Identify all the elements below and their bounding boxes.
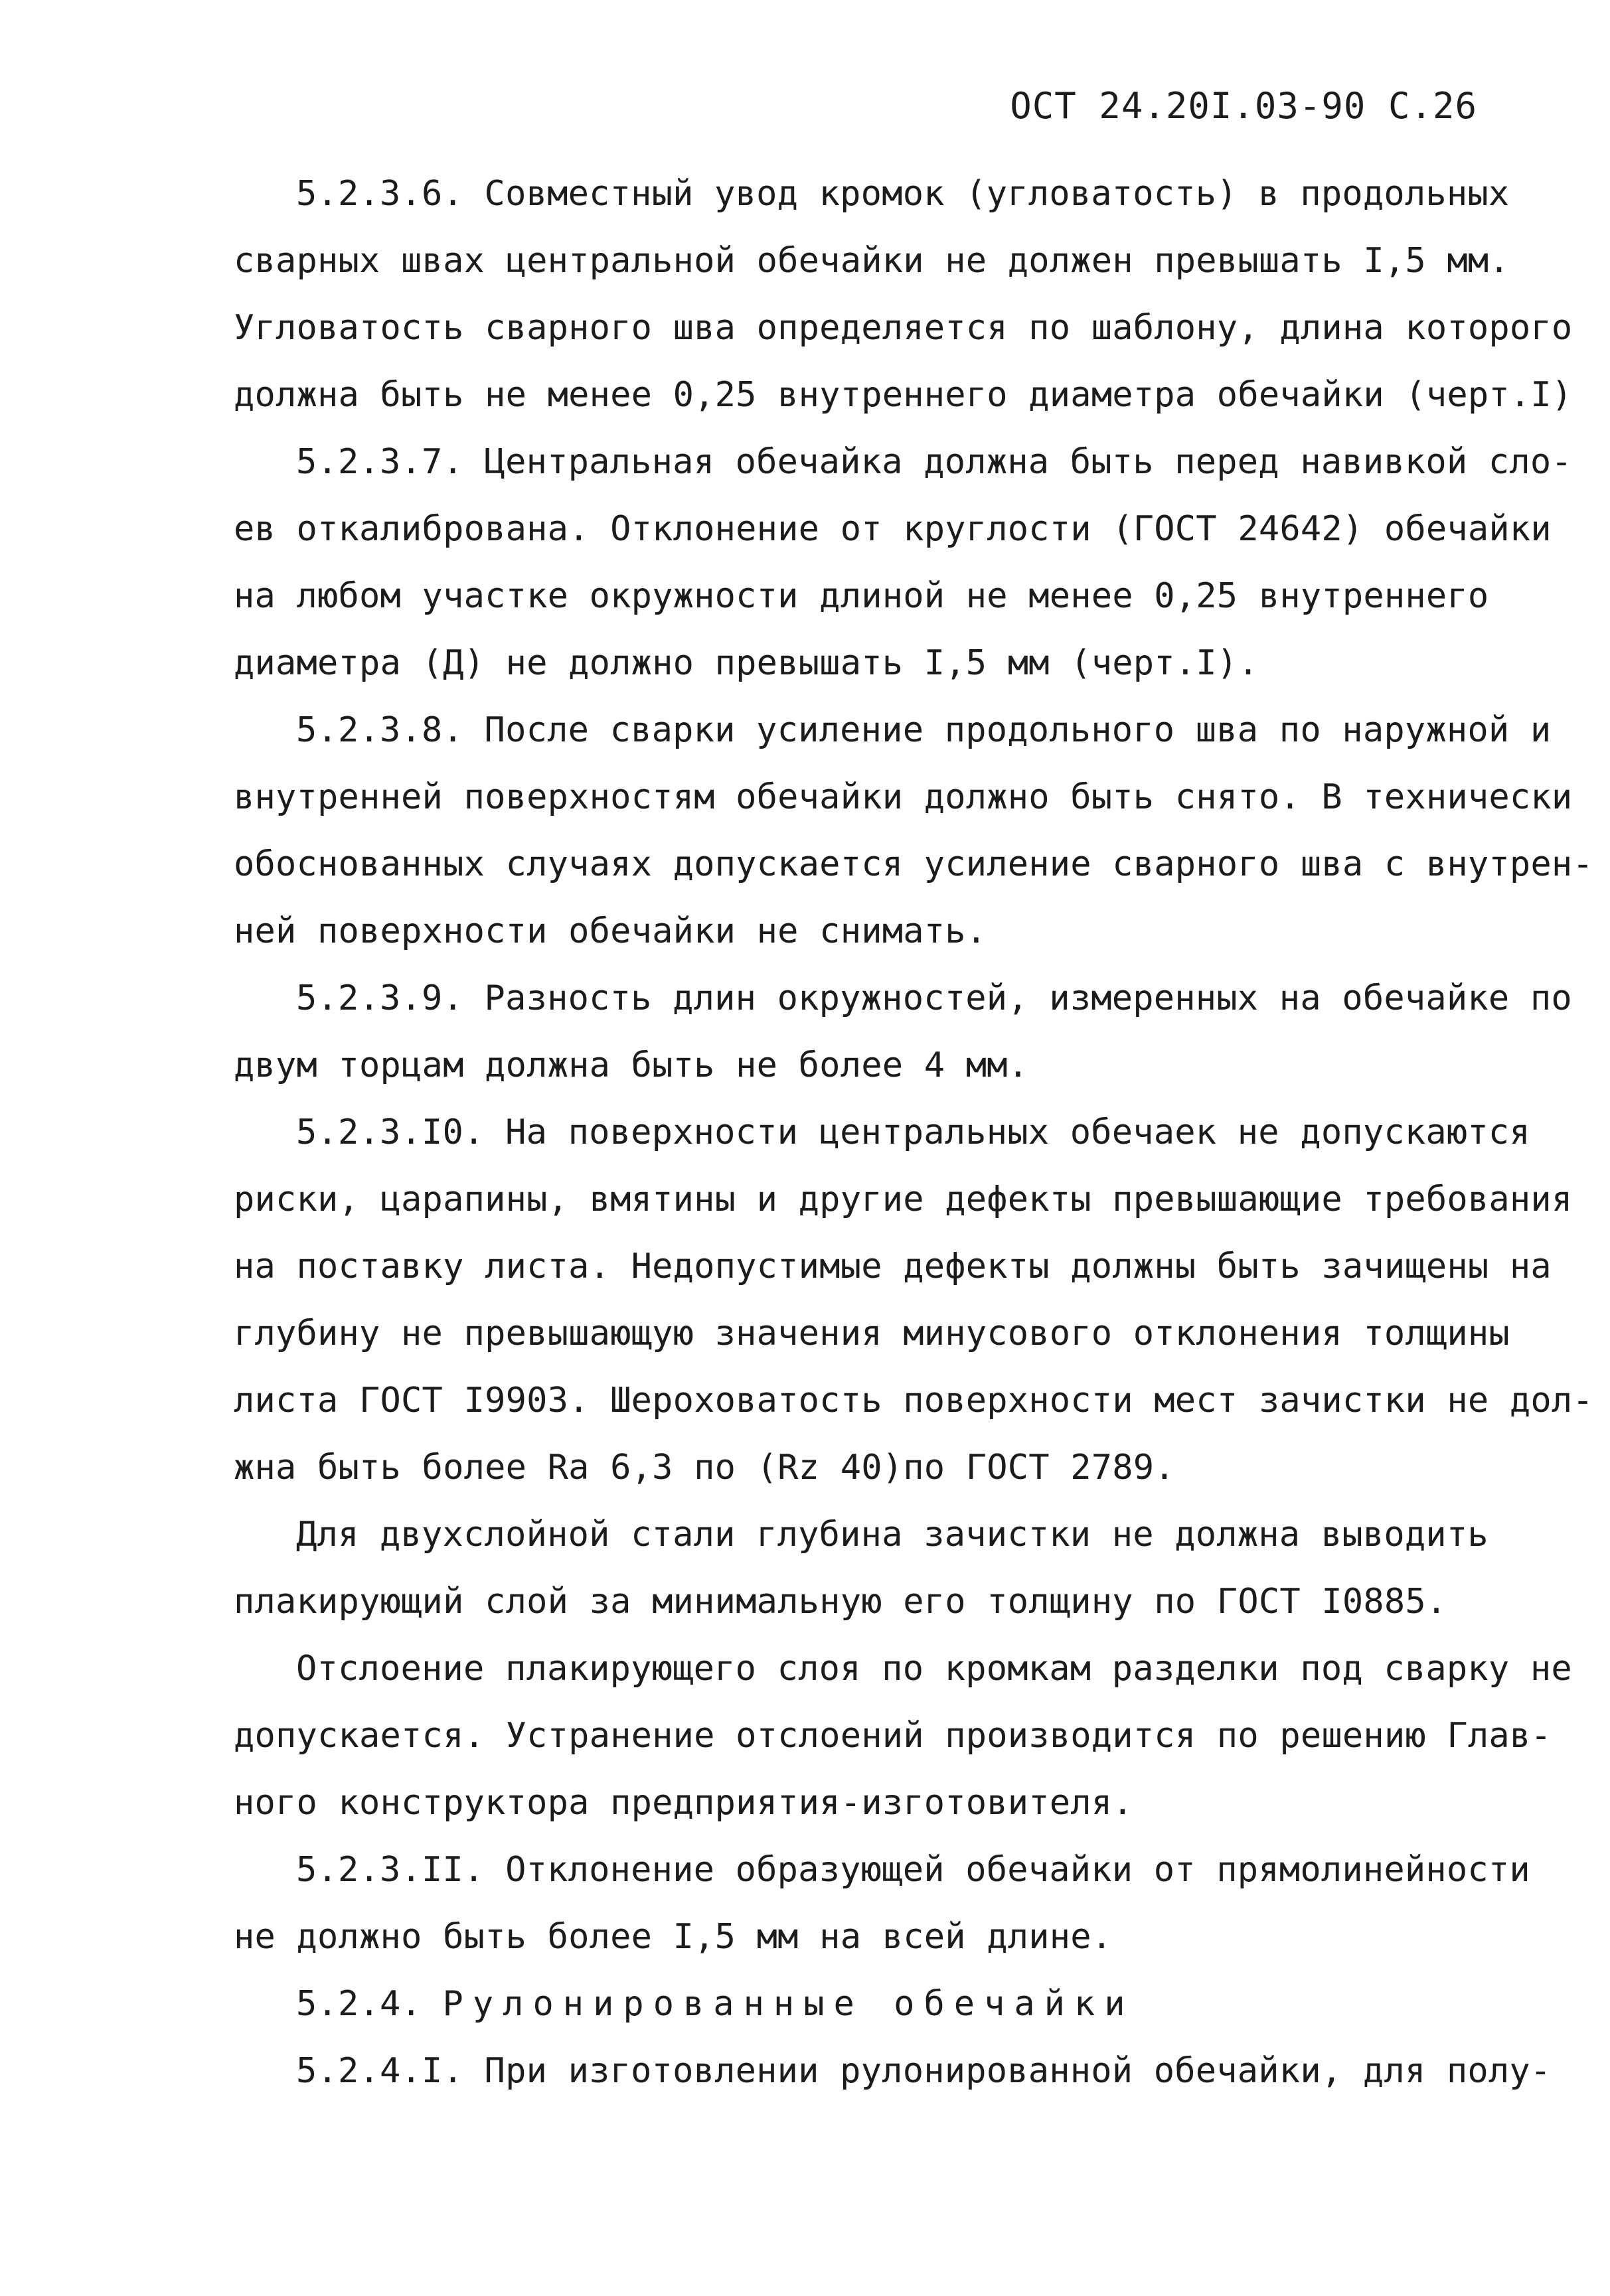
text-line: 5.2.3.6. Совместный увод кромок (угловатость) в продольных (296, 174, 1510, 214)
text-line: 5.2.3.8. После сварки усиление продольного шва по наружной и (296, 710, 1552, 750)
text-line: не должно быть более I,5 мм на всей длине. (234, 1917, 1113, 1957)
section-heading: Рулонированные обечайки (442, 1984, 1135, 2024)
text-line: диаметра (Д) не должно превышать I,5 мм (черт.I). (234, 643, 1259, 683)
text-line: 5.2.3.II. Отклонение образующей обечайки от прямолинейности (296, 1850, 1530, 1890)
text-line: жна быть более Ra 6,3 по (Rz 40)по ГОСТ 2789. (234, 1448, 1175, 1488)
text-line: глубину не превышающую значения минусового отклонения толщины (234, 1314, 1510, 1353)
text-line: двум торцам должна быть не более 4 мм. (234, 1045, 1029, 1085)
text-line: 5.2.3.I0. На поверхности центральных обечаек не допускаются (296, 1112, 1530, 1152)
text-line: на любом участке окружности длиной не менее 0,25 внутреннего (234, 576, 1489, 616)
text-line: риски, царапины, вмятины и другие дефекты превышающие требования (234, 1180, 1573, 1219)
text-line: ев откалиброванa. Отклонение от круглости (ГОСТ 24642) обечайки (234, 509, 1552, 549)
text-line: допускается. Устранение отслоений производится по решению Глав- (234, 1716, 1552, 1756)
section-number: 5.2.4. (296, 1984, 443, 2024)
text-line: Угловатость сварного шва определяется по шаблону, длина которого (234, 308, 1573, 348)
text-line: внутренней поверхностям обечайки должно быть снято. В технически (234, 777, 1573, 817)
text-line: плакирующий слой за минимальную его толщину по ГОСТ I0885. (234, 1582, 1447, 1622)
document-header: ОСТ 24.20I.03-90 С.26 (1010, 85, 1477, 127)
text-line: ней поверхности обечайки не снимать. (234, 911, 987, 951)
text-line: Для двухслойной стали глубина зачистки не должна выводить (296, 1515, 1489, 1555)
text-line: обоснованных случаях допускается усиление сварного шва с внутрен- (234, 844, 1593, 884)
text-line: ного конструктора предприятия-изготовителя. (234, 1783, 1133, 1823)
text-line: листа ГОСТ I9903. Шероховатость поверхности мест зачистки не дол- (234, 1381, 1593, 1420)
text-line: должна быть не менее 0,25 внутреннего диаметра обечайки (черт.I) (234, 375, 1573, 415)
text-line: сварных швах центральной обечайки не должен превышать I,5 мм. (234, 241, 1510, 281)
text-line: Отслоение плакирующего слоя по кромкам разделки под сварку не (296, 1649, 1572, 1689)
section-heading-line (296, 1984, 1135, 2024)
text-line: на поставку листа. Недопустимые дефекты должны быть зачищены на (234, 1247, 1552, 1286)
text-line: 5.2.4.I. При изготовлении рулонированной обечайки, для полу- (296, 2051, 1552, 2091)
text-line: 5.2.3.9. Разность длин окружностей, измеренных на обечайке по (296, 978, 1572, 1018)
text-line: 5.2.3.7. Центральная обечайка должна быть перед навивкой сло- (296, 442, 1572, 482)
